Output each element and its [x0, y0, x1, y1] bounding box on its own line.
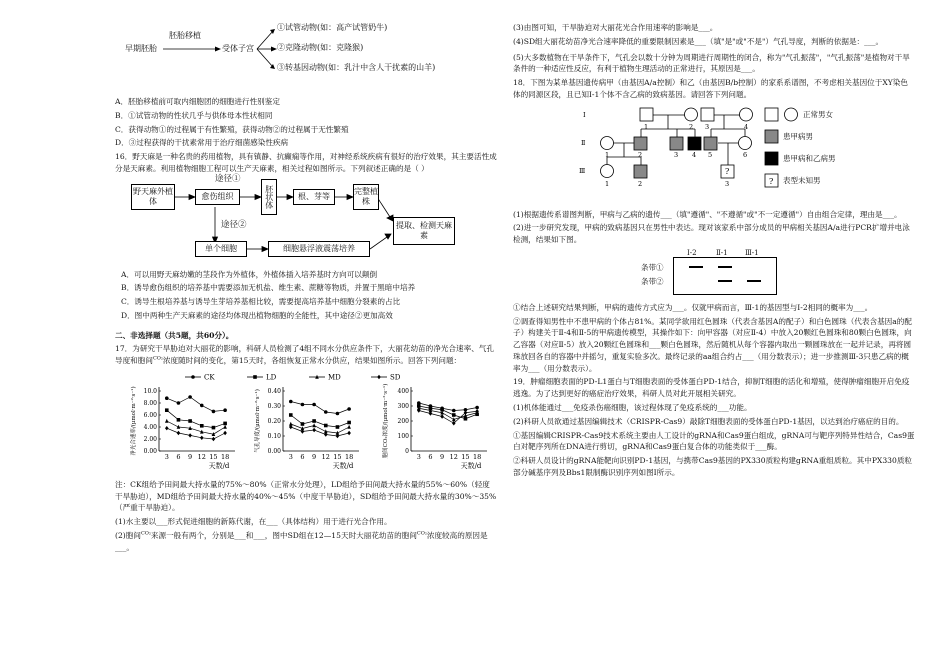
gel-lane-3: Ⅲ-1 — [745, 248, 759, 257]
q17-q2-part-a: (2)胞间 — [115, 531, 141, 541]
flow-arrow-label: 胚胎移植 — [169, 31, 201, 40]
q17-question-4: (4)SD组大丽花幼苗净光合速率降低的重要限制因素是___（填"是"或"不是"）气孔导度，判断的依据是：___。 — [513, 36, 884, 46]
q18-question-2a: ①结合上述研究结果判断，甲病的遗传方式应为___。仅就甲病而言，Ⅲ-1的基因型与Ⅰ-2相同的概率为___。 — [513, 302, 873, 312]
chart-x-tick-label: 12 — [197, 452, 206, 461]
q15-option-d: D．③过程获得的干扰素常用于治疗细菌感染性疾病 — [115, 138, 289, 148]
data-point-ld — [223, 422, 227, 426]
chart-x-tick-label: 3 — [164, 452, 169, 461]
pedigree-svg — [513, 103, 915, 203]
chart-x-label: 天数/d — [460, 461, 482, 470]
q16-box-callus: 愈伤组织 — [195, 189, 240, 205]
data-point-sd — [188, 433, 192, 437]
legend-label: SD — [390, 373, 401, 382]
series-line-ld — [291, 415, 349, 427]
chart-y-tick-label: 8.00 — [143, 400, 157, 408]
q19-question-2: (2)科研人员欲通过基因编辑技术（CRISPR-Cas9）敲除T细胞表面的受体蛋白PD-1基因，以达到治疗癌症的目的。 — [513, 416, 904, 426]
data-point-md — [347, 425, 351, 429]
q17-q2-part-c: 浓度较高的原因是___。 — [115, 531, 488, 552]
svg-text:?: ? — [725, 166, 730, 176]
data-point-ck — [336, 412, 340, 416]
chart-x-tick-label: 18 — [472, 452, 482, 461]
q17-q2-co2-1: CO₂ — [140, 530, 151, 537]
left-column — [115, 22, 497, 556]
q16-option-a: A．可以用野天麻幼嫩的茎段作为外植体，外植体插入培养基时方向可以颠倒 — [121, 269, 378, 279]
q16-option-c: C．诱导生根培养基与诱导生芽培养基相比较，需要提高培养基中细胞分裂素的占比 — [121, 297, 401, 307]
flow-step-embryo: 早期胚胎 — [125, 44, 157, 53]
q16-box-embryoid: 胚状体 — [261, 179, 277, 215]
q17-question-3: (3)由图可知，干旱胁迫对大丽花光合作用速率的影响是___。 — [513, 23, 718, 32]
svg-text:1: 1 — [605, 150, 610, 159]
chart-y-tick-label: 0.10 — [267, 433, 281, 441]
data-point-ck — [289, 400, 293, 404]
data-point-md — [312, 423, 316, 427]
chart-y-tick-label: 6.00 — [143, 412, 157, 420]
data-point-ld — [324, 424, 328, 428]
data-point-ck — [324, 410, 328, 414]
legend-unknown: 表型未知男 — [783, 175, 821, 185]
chart-y-label: 气孔导度/(μmol·m⁻²·s⁻¹) — [255, 389, 261, 453]
series-line-md — [291, 424, 349, 433]
data-point-ld — [312, 419, 316, 423]
chart-x-tick-label: 15 — [333, 452, 342, 461]
q17-note: 注：CK组给予田间最大持水量的75%～80%（正常水分处理），LD组给予田间最大持水量的55%～60%（轻度干旱胁迫），MD组给予田间最大持水量的40%～45%（中度干旱胁迫），SD组给予田间最大持水量的30%～35%（严重干旱胁迫）。 — [115, 479, 497, 513]
svg-text:3: 3 — [725, 179, 730, 188]
legend-disease-a: 患甲病男 — [783, 131, 813, 141]
q16-box-single-cell: 单个细胞 — [195, 241, 247, 257]
legend-marker — [377, 375, 381, 379]
data-point-ld — [452, 413, 456, 417]
gel-band-label-2: 条带② — [641, 276, 664, 286]
chart-y-tick-label: 0.40 — [267, 388, 281, 396]
data-point-sd — [347, 431, 351, 435]
chart-x-tick-label: 18 — [220, 452, 230, 461]
data-point-ld — [177, 418, 181, 422]
data-point-ld — [301, 422, 305, 426]
data-point-ck — [452, 409, 456, 413]
gel-lane-1: Ⅰ-2 — [687, 248, 697, 257]
legend-label: CK — [204, 373, 215, 382]
q18-question-1: (1)根据遗传系谱图判断，甲病与乙病的遗传___（填"遵循"、"不遵循"或"不一定遵循"）自由组合定律，理由是___。 — [513, 209, 902, 219]
data-point-sd — [200, 436, 204, 440]
data-point-sd — [212, 437, 216, 441]
chart-y-tick-label: 0.20 — [267, 418, 281, 426]
svg-text:1: 1 — [644, 122, 649, 131]
data-point-ck — [475, 406, 479, 410]
data-point-ld — [347, 421, 351, 425]
svg-text:3: 3 — [705, 122, 710, 131]
data-point-ld — [200, 424, 204, 428]
q18-question-2b: ②调查得知男性中不患甲病的个体占81%。某同学欲用红色圆珠（代表含基因A的配子）和白色圆珠（代表含基因a的配子）构建关于Ⅱ-4和Ⅱ-5的甲病遗传模型，其操作如下：向甲容器（对应Ⅱ-4）中放入20颗红色圆珠和80颗白色圆珠，向乙容器（对应Ⅱ-5）放入20颗红色圆珠和___颗白色圆珠，然后随机从每个容器内取出一颗圆珠放在一起并记录，再将圆珠放回各自的容器中并摇匀，重复实验多次。最终记录的aa组合约占___（用分数表示）；进一步推测Ⅲ-3只患乙病的概率为___（用分数表示）。 — [513, 316, 912, 373]
chart-y-tick-label: 4.00 — [143, 424, 157, 432]
q19-question-2b: ②科研人员设计的gRNA能靶向识别PD-1基因，与携带Cas9基因的PX330质粒构建gRNA重组质粒。其中PX330质粒部分碱基序列及Bbs1限制酶识别序列如图Ⅰ所示。 — [513, 456, 913, 477]
q15-flow-diagram — [115, 22, 497, 92]
pedigree-chart — [513, 103, 915, 203]
q17-question-2 — [115, 530, 497, 554]
data-point-ld — [188, 419, 192, 423]
chart-y-tick-label: 0.00 — [267, 448, 281, 456]
legend-label: LD — [266, 373, 277, 382]
chart-x-label: 天数/d — [208, 461, 230, 470]
q15-option-c: C．获得动物①的过程属于有性繁殖，获得动物②的过程属于无性繁殖 — [115, 124, 349, 134]
chart-x-tick-label: 6 — [300, 452, 305, 461]
q16-option-d: D．图中两种生产天麻素的途径均体现出植物细胞的全能性，其中途径②更加高效 — [121, 310, 393, 320]
q16-option-b: B．诱导愈伤组织的培养基中需要添加无机盐、维生素、蔗糖等物质，并置于黑暗中培养 — [121, 283, 416, 293]
series-line-ck — [167, 397, 225, 411]
q17-stem-part-a: 17．为研究干旱胁迫对大丽花的影响，科研人员检测了4组不同水分供应条件下，大丽花幼苗的净光合速率、气孔导度和胞间 — [115, 344, 494, 366]
data-point-sd — [165, 426, 169, 430]
q16-box-plant: 完整植株 — [353, 184, 379, 210]
flow-branch-test-tube: ①试管动物(如：高产试管奶牛) — [277, 23, 388, 32]
chart-x-tick-label: 9 — [312, 452, 317, 461]
svg-text:1: 1 — [605, 179, 610, 188]
flow-branch-transgenic: ③转基因动物(如：乳汁中含人干扰素的山羊) — [277, 63, 436, 72]
gel-figure — [513, 248, 915, 298]
chart-x-tick-label: 6 — [176, 452, 181, 461]
legend-normal: 正常男女 — [803, 109, 833, 119]
gel-frame — [673, 257, 777, 295]
data-point-ck — [188, 395, 192, 399]
q17-question-5: (5)大多数植物在干旱条件下，气孔会以数十分钟为周期进行周期性的闭合，称为"气孔振荡"，"气孔振荡"是植物对干旱条件的一种适应性反应，有利于植物生理活动的正常进行，其原因是___。 — [513, 52, 910, 74]
section-heading: 二、非选择题（共5题，共60分）。 — [115, 330, 234, 340]
data-point-ck — [200, 404, 204, 408]
q17-question-1: (1)水主要以___形式促进细胞的新陈代谢，在___（具体结构）用于进行光合作用。 — [115, 517, 392, 527]
svg-text:4: 4 — [744, 122, 749, 131]
series-line-md — [167, 421, 225, 434]
svg-text:2: 2 — [638, 179, 643, 188]
data-point-ck — [347, 407, 351, 411]
legend-disease-ab: 患甲病和乙病男 — [783, 153, 836, 163]
data-point-md — [223, 425, 227, 429]
data-point-ld — [336, 425, 340, 429]
series-line-ck — [419, 403, 477, 411]
svg-text:Ⅰ: Ⅰ — [583, 110, 586, 119]
q15-option-a: A．胚胎移植前可取内细胞团的细胞进行性别鉴定 — [115, 97, 280, 106]
chart-x-tick-label: 3 — [288, 452, 293, 461]
q16-box-root-bud: 根、芽等 — [293, 189, 335, 205]
svg-text:5: 5 — [708, 150, 713, 159]
q17-q2-co2-2: CO₂ — [416, 530, 427, 537]
chart-x-tick-label: 12 — [321, 452, 330, 461]
series-line-ld — [167, 410, 225, 427]
svg-text:2: 2 — [638, 150, 643, 159]
flow-step-uterus: 受体子宫 — [222, 44, 254, 53]
svg-text:Ⅲ: Ⅲ — [579, 166, 586, 175]
chart-y-label: 胞间CO₂浓度/(μmol·m⁻²·s⁻¹) — [383, 383, 389, 459]
data-point-sd — [440, 414, 444, 418]
chart-y-tick-label: 0 — [405, 448, 409, 456]
q16-box-extract: 提取、检测天麻素 — [393, 217, 455, 245]
q17-q2-part-b: 来源一般有两个，分别是___和___，图中SD组在12—15天时大丽花幼苗的胞间 — [150, 531, 417, 541]
chart-x-label: 天数/d — [332, 461, 354, 470]
data-point-ld — [212, 426, 216, 430]
gel-band — [718, 280, 732, 283]
flow-branch-clone: ②克隆动物(如：克隆猴) — [277, 43, 364, 52]
series-line-ck — [291, 401, 349, 413]
data-point-ck — [212, 410, 216, 414]
q16-stem: 16．野天麻是一种名贵的药用植物，具有镇静、抗癫痫等作用，对神经系统疾病有很好的治疗效果，其主要活性成分是天麻素。利用植物细胞工程可以生产天麻素，相关过程如图所示。下列叙述正确的是（ ） — [115, 152, 497, 173]
chart-y-tick-label: 400 — [397, 388, 409, 396]
svg-text:4: 4 — [692, 150, 697, 159]
chart-x-tick-label: 15 — [461, 452, 470, 461]
right-column — [513, 22, 915, 481]
chart-y-tick-label: 200 — [397, 418, 409, 426]
legend-label: MD — [328, 373, 341, 382]
q16-box-explant: 野天麻外植体 — [131, 184, 175, 210]
chart-x-tick-label: 12 — [449, 452, 458, 461]
legend-marker — [253, 375, 257, 379]
q18-stem: 18．下图为某单基因遗传病甲（由基因A/a控制）和乙（由基因B/b控制）的家系系谱图，不考虑相关基因位于XY染色体的同源区段，且已知Ⅰ-1个体不含乙病的致病基因。请回答下列问题。 — [513, 78, 908, 99]
svg-text:2: 2 — [689, 122, 694, 131]
chart-y-tick-label: 0.30 — [267, 403, 281, 411]
data-point-ck — [312, 403, 316, 407]
svg-text:3: 3 — [674, 150, 679, 159]
q19-stem: 19．肿瘤细胞表面的PD-L1蛋白与T细胞表面的受体蛋白PD-1结合，抑制T细胞的活化和增殖，使得肿瘤细胞开启免疫逃逸。为了达到更好的癌症治疗效果，科研人员对此开展相关研究。 — [513, 377, 910, 399]
chart-x-tick-label: 3 — [416, 452, 421, 461]
chart-y-label: 净光合速率/(μmol·m⁻²·s⁻¹) — [131, 386, 137, 456]
gel-lane-2: Ⅱ-1 — [716, 248, 728, 257]
chart-y-tick-label: 0.00 — [143, 448, 157, 456]
chart-x-tick-label: 6 — [428, 452, 433, 461]
q19-question-1: (1)机体能通过___免疫杀伤癌细胞，该过程体现了免疫系统的___功能。 — [513, 403, 752, 413]
q16-box-suspension: 细胞悬浮液震荡培养 — [268, 241, 370, 257]
q15-option-b: B．①试管动物的性状几乎与供体母本性状相同 — [115, 110, 273, 120]
gel-band — [747, 280, 761, 283]
gel-band-label-1: 条带① — [641, 262, 664, 272]
data-point-sd — [223, 431, 227, 435]
q17-stem — [115, 343, 497, 367]
chart-x-tick-label: 15 — [209, 452, 218, 461]
svg-text:6: 6 — [743, 150, 748, 159]
data-point-ck — [223, 408, 227, 412]
q19-question-2a: ①基因编辑CRISPR-Cas9技术系统主要由人工设计的gRNA和Cas9蛋白组成，gRNA可与靶序列特异性结合，Cas9蛋白对靶序列所在DNA进行剪切，gRNA和Cas9蛋白复合体的功能类似于___酶。 — [513, 430, 915, 452]
q16-flow-diagram — [115, 173, 497, 269]
svg-text:?: ? — [769, 176, 774, 186]
chart-x-tick-label: 9 — [188, 452, 193, 461]
data-point-sd — [312, 428, 316, 432]
q16-path1-label: 途径① — [215, 173, 241, 184]
q17-stem-part-b: 浓度随时间的变化，第15天时，各组恢复正常水分供应，结果如图所示。回答下列问题： — [162, 356, 462, 366]
data-point-ck — [301, 403, 305, 407]
data-point-ld — [289, 413, 293, 417]
gel-band — [689, 266, 703, 269]
q18-question-2: (2)进一步研究发现，甲病的致病基因只在男性中表达。现对该家系中部分成员的甲病相关基因A/a进行PCR扩增并电泳检测，结果如下图。 — [513, 223, 910, 245]
q17-co2-sup: CO₂ — [152, 355, 163, 362]
chart-y-tick-label: 100 — [397, 433, 409, 441]
chart-y-tick-label: 300 — [397, 403, 409, 411]
data-point-sd — [177, 431, 181, 435]
chart-x-tick-label: 18 — [344, 452, 354, 461]
q17-charts — [115, 369, 497, 479]
chart-y-tick-label: 10.0 — [143, 388, 157, 396]
data-point-ck — [165, 396, 169, 400]
data-point-md — [165, 419, 169, 423]
chart-y-tick-label: 2.00 — [143, 436, 157, 444]
q16-path2-label: 途径② — [221, 219, 247, 230]
data-point-ck — [177, 401, 181, 405]
data-point-ld — [165, 408, 169, 412]
chart-x-tick-label: 9 — [440, 452, 445, 461]
gel-band — [718, 266, 732, 269]
legend-marker — [191, 375, 195, 379]
q17-chart-svg — [115, 369, 497, 479]
svg-text:Ⅱ: Ⅱ — [581, 138, 586, 147]
